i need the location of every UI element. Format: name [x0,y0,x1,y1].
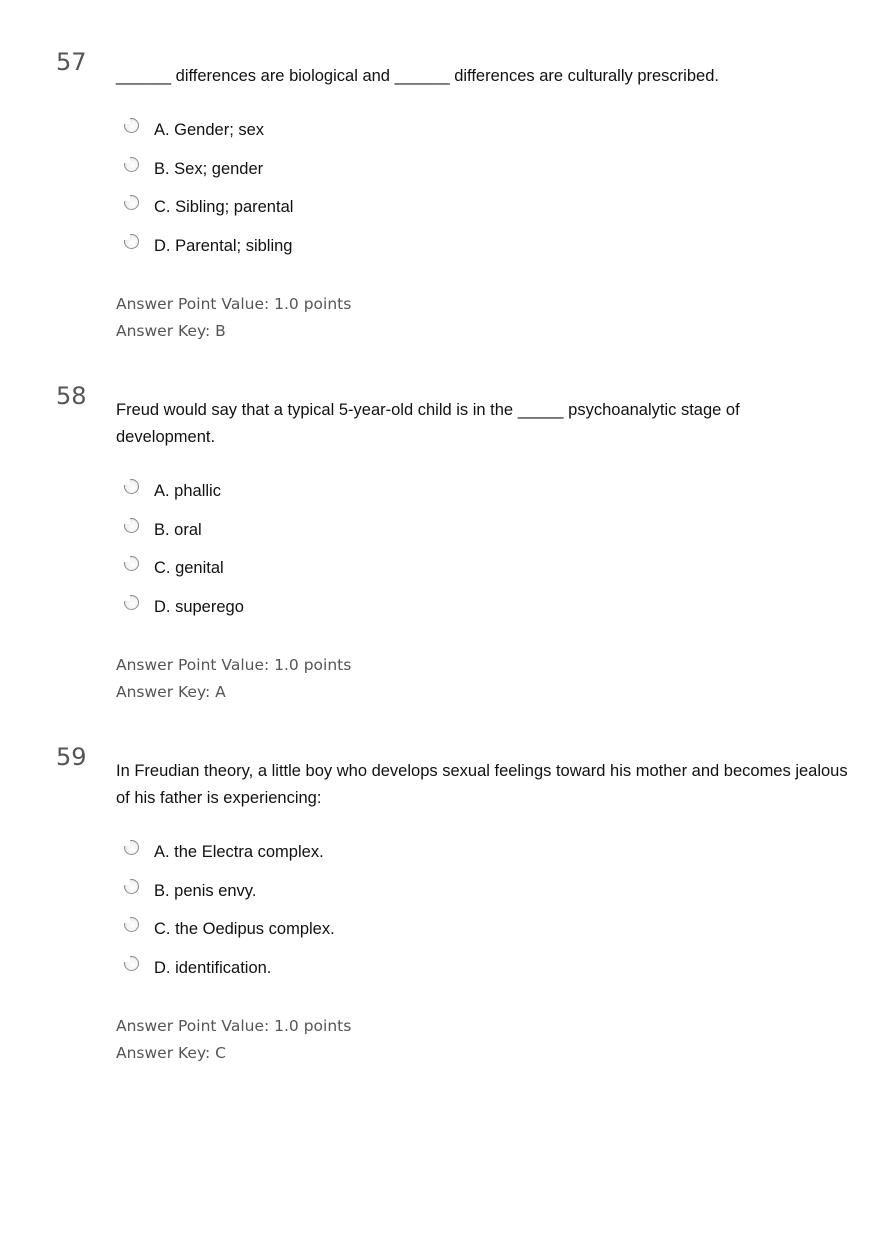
question-text: Freud would say that a typical 5-year-old child is in the _____ psychoanalytic stage of development. [116,401,740,446]
answer-key: Answer Key: C [116,1044,226,1062]
radio-button-icon[interactable] [124,157,139,172]
radio-button-icon[interactable] [124,595,139,610]
question-text: In Freudian theory, a little boy who develops sexual feelings toward his mother and becomes jealous of his father is experiencing: [116,762,848,807]
option-b[interactable] [124,515,244,554]
radio-button-icon[interactable] [124,234,139,249]
option-d[interactable] [124,592,244,631]
answer-point-value: Answer Point Value: 1.0 points [116,656,352,674]
option-c[interactable] [124,192,293,231]
answer-point-value: Answer Point Value: 1.0 points [116,1017,352,1035]
question-number: 58 [56,382,87,410]
option-label: D. identification. [154,958,272,977]
radio-button-icon[interactable] [124,479,139,494]
option-label: A. Gender; sex [154,121,265,139]
radio-button-icon[interactable] [124,917,139,932]
radio-button-icon[interactable] [124,118,139,133]
option-label: C. Sibling; parental [154,198,294,216]
option-label: C. the Oedipus complex. [154,920,335,938]
question-number: 57 [56,48,87,76]
answer-options [124,837,335,991]
radio-button-icon[interactable] [124,518,139,533]
answer-key: Answer Key: A [116,683,226,701]
answer-options [124,476,244,630]
option-label: B. penis envy. [154,881,257,900]
option-a[interactable] [124,837,335,876]
option-label: D. Parental; sibling [154,236,293,255]
option-b[interactable] [124,154,293,193]
option-a[interactable] [124,115,293,154]
answer-options [124,115,293,269]
option-label: D. superego [154,597,244,616]
radio-button-icon[interactable] [124,195,139,210]
question-text: ______ differences are biological and ______ differences are culturally prescribed. [116,67,719,85]
option-label: A. the Electra complex. [154,843,324,861]
option-label: B. oral [154,520,202,539]
option-d[interactable] [124,953,335,992]
radio-button-icon[interactable] [124,840,139,855]
question-number: 59 [56,743,87,771]
option-label: A. phallic [154,482,221,500]
option-c[interactable] [124,914,335,953]
option-label: C. genital [154,559,224,577]
option-d[interactable] [124,231,293,270]
radio-button-icon[interactable] [124,879,139,894]
answer-key: Answer Key: B [116,322,226,340]
radio-button-icon[interactable] [124,956,139,971]
option-b[interactable] [124,876,335,915]
answer-point-value: Answer Point Value: 1.0 points [116,295,352,313]
option-c[interactable] [124,553,244,592]
option-label: B. Sex; gender [154,159,264,178]
option-a[interactable] [124,476,244,515]
radio-button-icon[interactable] [124,556,139,571]
